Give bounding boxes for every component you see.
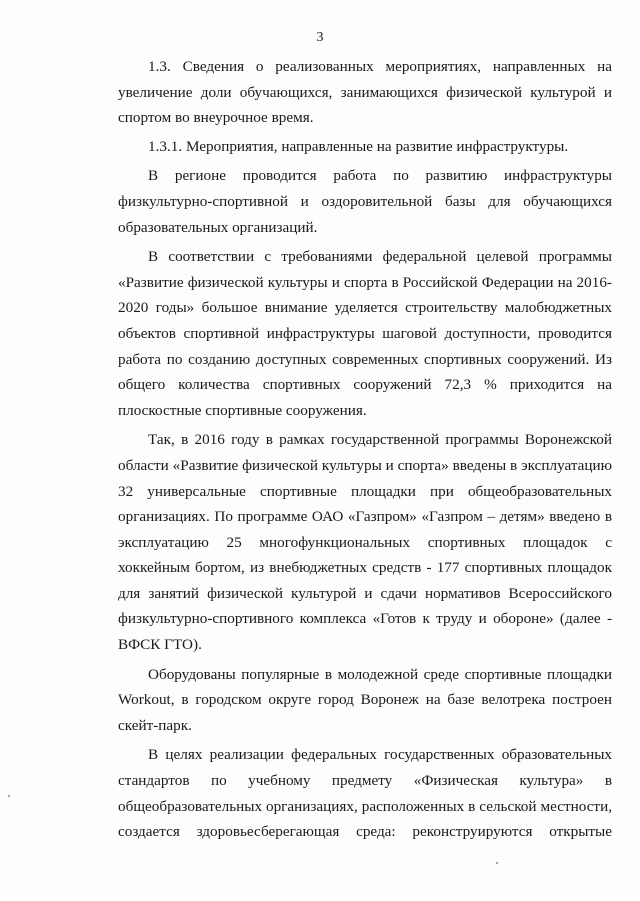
subsection-heading: 1.3.1. Мероприятия, направленные на развитие инфраструктуры. xyxy=(148,137,569,155)
paragraph: В целях реализации федеральных государственных образовательных стандартов по учебному предмету «Физическая культура» в общеобразовательных организациях, расположенных в сельской местности, создается здоровьесберегающая среда: реконструируются открытые xyxy=(118,746,612,841)
paragraph: Так, в 2016 году в рамках государственной программы Воронежской области «Развитие физической культуры и спорта» введены в эксплуатацию 32 универсальные спортивные площадки при общеобразовательных организациях. По программе ОАО «Газпром» «Газпром – детям» введено в эксплуатацию 25 многофункциональных спортивных площадок с хоккейным бортом, из внебюджетных средств - 177 спортивных площадок для занятий физической культурой и сдачи нормативов Всероссийского физкультурно-спортивного комплекса «Готов к труду и обороне» (далее - ВФСК ГТО). xyxy=(118,431,612,654)
page-number: 3 xyxy=(316,30,324,45)
document-body xyxy=(118,54,612,845)
paragraph: В регионе проводится работа по развитию инфраструктуры физкультурно-спортивной и оздоровительной базы для обучающихся образовательных организаций. xyxy=(118,167,612,236)
section-heading: 1.3. Сведения о реализованных мероприятиях, направленных на увеличение доли обучающихся, занимающихся физической культурой и спортом во внеурочное время. xyxy=(118,58,612,127)
paragraph: Оборудованы популярные в молодежной среде спортивные площадки Workout, в городском округе город Воронеж на базе велотрека построен скейт-парк. xyxy=(118,665,612,734)
paragraph: В соответствии с требованиями федеральной целевой программы «Развитие физической культуры и спорта в Российской Федерации на 2016-2020 годы» большое внимание уделяется строительству малобюджетных объектов спортивной инфраструктуры шаговой доступности, проводится работа по созданию доступных современных спортивных сооружений. Из общего количества спортивных сооружений 72,3 % приходится на плоскостные спортивные сооружения. xyxy=(118,248,612,419)
scan-speck xyxy=(8,795,10,797)
scan-speck xyxy=(496,862,498,864)
